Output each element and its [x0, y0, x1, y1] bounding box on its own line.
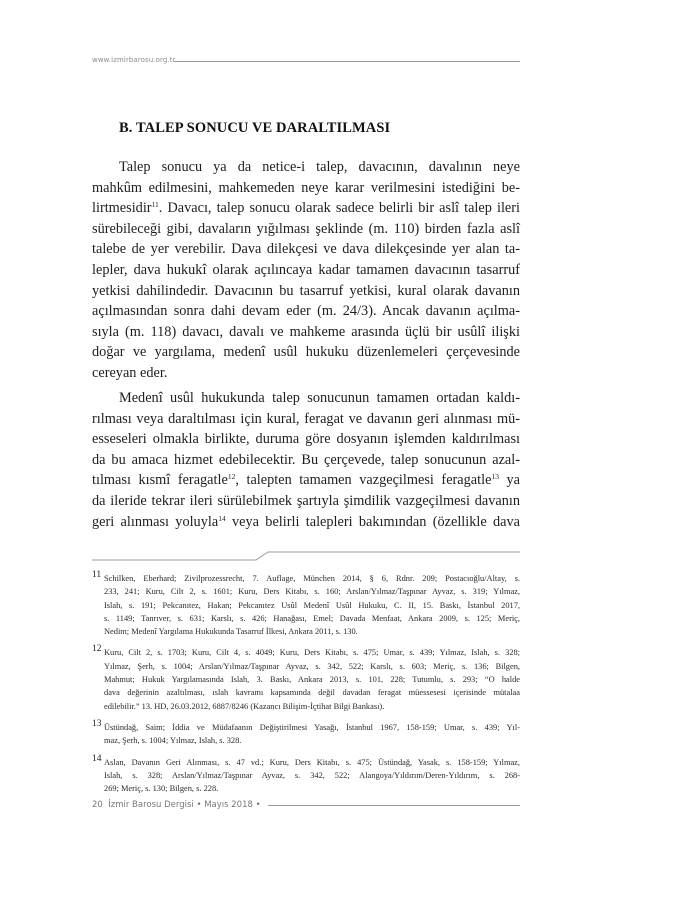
footnote	[92, 753, 520, 796]
journal-name: İzmir Barosu Dergisi	[108, 800, 194, 810]
footnote-line: Mahmut; Hukuk Yargılamasında Islah, 3. Baskı, Ankara 2013, s. 101, 228; Tutumlu, s. 293; “O halde	[104, 675, 520, 685]
footnote-number: 12	[92, 644, 102, 655]
footnote-line: Schilken, Eberhard; Zivilprozessrecht, 7. Auflage, München 2014, § 6, Rdnr. 209; Postacıoğlu/Altay, s.	[104, 574, 520, 583]
paragraph-line	[92, 260, 520, 281]
header-url[interactable]: www.izmirbarosu.org.tr	[92, 56, 176, 64]
footnote-ref[interactable]: 14	[218, 513, 226, 523]
footnote-line: Üstündağ, Saim; İddia ve Müdafaanın Değiştirilmesi Yasağı, İstanbul 1967, 158-159; Umar, s. 439; Yıl-	[104, 722, 520, 732]
footnote-line: Kuru, Cilt 2, s. 1703; Kuru, Cilt 4, s. 4049; Kuru, Ders Kitabı, s. 475; Umar, s. 439; Yılmaz, Islah, s. 328;	[104, 648, 520, 658]
page-footer	[92, 800, 520, 812]
line-text: tılması kısmî feragatle	[92, 472, 228, 489]
footnote	[92, 572, 520, 638]
footnote-line: edilebilir.” 13. HD, 26.03.2012, 6887/8246 (Kazancı Bilişim-İçtihat Bilgi Bankası).	[104, 701, 385, 711]
footnote-number: 13	[92, 718, 102, 729]
footnote-text	[104, 756, 520, 796]
line-text: . Davacı, talep sonucu olarak sadece belirli bir aslî talep ileri	[158, 200, 520, 217]
footnote-ref[interactable]: 11	[151, 200, 159, 210]
body-paragraph	[92, 157, 520, 384]
line-text: lirtmesidir	[92, 200, 152, 217]
paragraph-line	[92, 512, 520, 533]
page-header	[92, 56, 520, 68]
line-text: sıyla (m. 118) davacı, davalı ve mahkeme arasında üçlü bir usûlî ilişki	[92, 323, 520, 340]
footnote-line: maz, Şerh, s. 1004; Yılmaz, Islah, s. 328.	[104, 736, 242, 746]
paragraph-line	[92, 470, 520, 491]
line-text: açılmasından sonra dahi devam eder (m. 24/3). Ancak davanın açılma-	[92, 303, 520, 320]
line-text: sürebileceği gibi, davaların yığılması şeklinde (m. 110) birden fazla aslî	[92, 220, 520, 237]
footnote-number: 14	[92, 753, 102, 764]
footnote-text	[104, 721, 520, 748]
header-rule	[174, 61, 520, 62]
footnote-line: Islah, s. 328; Arslan/Yılmaz/Taşpınar Ayvaz, s. 342, 522; Alangoya/Yıldırım/Deren-Yıldırım, s. 268-	[104, 770, 520, 780]
footnote-line: 233, 241; Kuru, Cilt 2, s. 1601; Kuru, Ders Kitabı, s. 160; Arslan/Yılmaz/Taşpınar Ayvaz, s. 319; Yılmaz,	[104, 587, 520, 597]
footer-rule	[268, 805, 520, 806]
paragraph-line	[92, 322, 520, 343]
line-text: doğar ve yargılama, medenî usûl hukuku düzenlemeleri çerçevesinde	[92, 344, 520, 361]
paragraph-line	[92, 388, 520, 409]
line-text: yetkisi dahilindedir. Davacının bu tasarruf yetkisi, kural olarak davanın	[92, 282, 520, 299]
footnote	[92, 646, 520, 712]
paragraph-line	[92, 342, 520, 363]
line-text: da bu amaca hizmet edebilecektir. Bu çerçevede, talep sonucunun azal-	[92, 451, 520, 468]
body-paragraph	[92, 388, 520, 532]
footnotes	[92, 572, 520, 803]
paragraph-line	[92, 450, 520, 471]
line-text: Medenî usûl hukukunda talep sonucunun tamamen ortadan kaldı-	[119, 390, 520, 406]
footer-label	[92, 800, 261, 810]
line-text: mahkûm edilmesini, mahkemeden neye karar verilmesini istediğini be-	[92, 179, 520, 196]
paragraph-line	[92, 178, 520, 199]
line-text: lepler, dava hukukî olarak açılıncaya kadar tamamen davacının tasarruf	[92, 261, 520, 278]
paragraph-line	[92, 219, 520, 240]
paragraph-line	[92, 157, 520, 178]
footnote	[92, 718, 520, 748]
footnote-ref[interactable]: 12	[227, 472, 236, 482]
paragraph-line	[92, 301, 520, 322]
footnote-number: 11	[92, 570, 102, 580]
footnote-line: dava değerinin azaltılması, ıslah kavramı kapsamında değil davadan feragat müessesesi içerisinde mütalaa	[104, 688, 520, 698]
paragraph-line	[92, 409, 520, 430]
line-text: veya belirli talepleri bakımından (özellikle dava	[225, 513, 520, 530]
paragraph-line	[92, 281, 520, 302]
footnote-line: Yılmaz, Şerh, s. 1004; Arslan/Yılmaz/Taşpınar Ayvaz, s. 342, 522; Karslı, s. 603; Meriç, s. 136; Bilgen,	[104, 661, 520, 671]
footnote-divider	[92, 548, 520, 562]
footnote-text	[104, 572, 520, 638]
footnote-line: s. 1149; Tanrıver, s. 631; Karslı, s. 426; Hanağası, Emel; Davada Menfaat, Ankara 2009, s. 125; Meriç,	[104, 613, 520, 623]
paragraph-line	[92, 239, 520, 260]
footnote-text	[104, 646, 520, 712]
paragraph-line	[92, 429, 520, 450]
paragraph-line	[92, 198, 520, 219]
footnote-line: 269; Meriç, s. 130; Bilgen, s. 228.	[104, 784, 219, 794]
issue-date: Mayıs 2018	[204, 800, 253, 810]
footer-separator: •	[255, 800, 261, 810]
line-text: ya	[498, 472, 520, 489]
paragraph-line	[92, 363, 520, 384]
page-number: 20	[92, 800, 103, 810]
line-text: da ileride tekrar ileri sürülebilmek şartıyla şimdilik vazgeçilmesi davanın	[92, 492, 520, 509]
line-text: esseseleri olmakla birlikte, duruma göre dosyanın işlemden kaldırılması	[92, 431, 520, 448]
footnote-line: Aslan, Davanın Geri Alınması, s. 47 vd.; Kuru, Ders Kitabı, s. 475; Üstündağ, Yasak, s. 158-159; Yılmaz,	[104, 757, 520, 767]
footnote-line: Islah, s. 191; Pekcanıtez, Hakan; Pekcanıtez Usûl Medenî Usûl Hukuku, C. II, 15. Baskı, İstanbul 2017,	[104, 600, 520, 610]
paragraph-line	[92, 491, 520, 512]
line-text: rılması veya daraltılması için kural, feragat ve davanın geri alınması mü-	[92, 410, 520, 427]
line-text: talebe de yer verebilir. Dava dilekçesi ve dava dilekçesinde yer alan ta-	[92, 241, 520, 258]
footer-separator: •	[196, 800, 202, 810]
line-text: , talepten tamamen vazgeçilmesi feragatle	[235, 472, 492, 489]
section-heading: B. TALEP SONUCU VE DARALTILMASI	[119, 120, 391, 136]
line-text: cereyan eder.	[92, 364, 168, 381]
line-text: Talep sonucu ya da netice-i talep, davacının, davalının neye	[119, 159, 520, 175]
footnote-line: Nedim; Medenî Yargılama Hukukunda Tasarruf İlkesi, Ankara 2011, s. 130.	[104, 627, 358, 637]
line-text: geri alınması yoluyla	[92, 513, 219, 530]
footnote-ref[interactable]: 13	[491, 472, 499, 482]
